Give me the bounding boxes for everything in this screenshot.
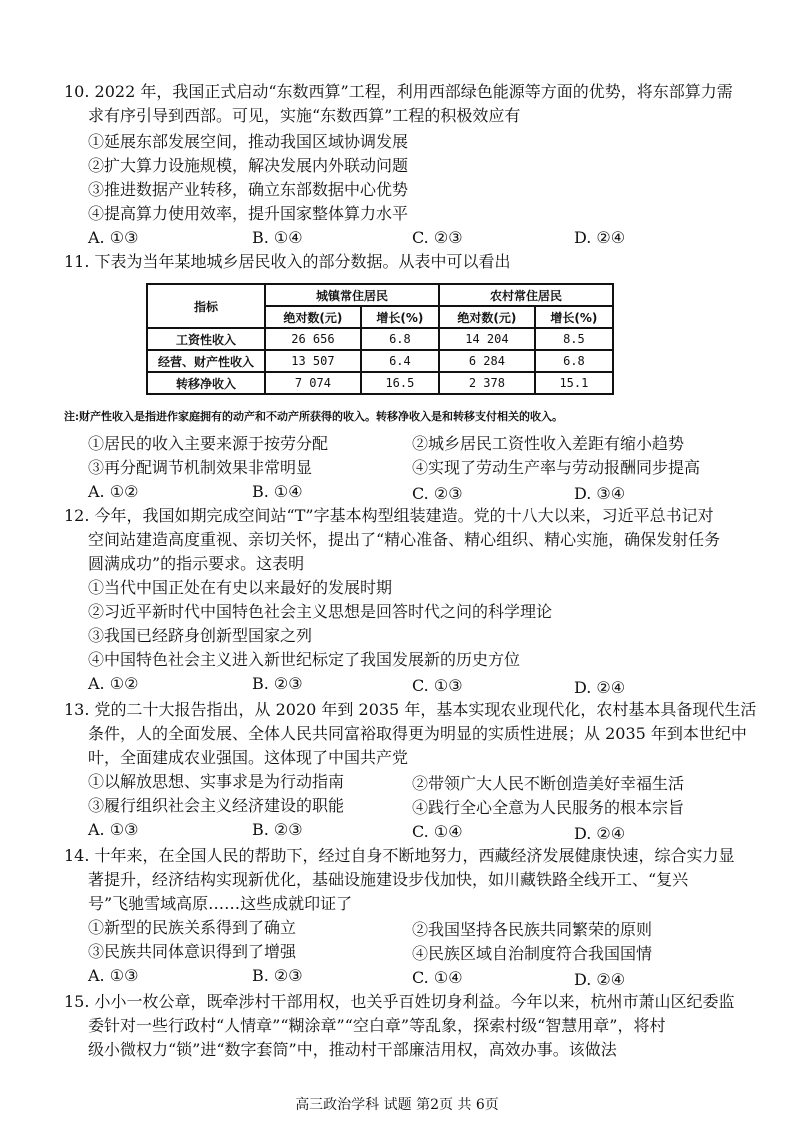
q10-option-3: ③推进数据产业转移，确立东部数据中心优势 — [88, 180, 409, 199]
q14-option-4: ④民族区域自治制度符合我国国情 — [412, 944, 653, 963]
q10-answer-c: C. ②③ — [412, 228, 463, 247]
q15-stem-line-2: 委针对一些行政村“人情章”“糊涂章”“空白章”等乱象，探索村级“智慧用章”，将村 — [88, 1016, 666, 1035]
table-cell: 6 284 — [439, 350, 535, 372]
q14-stem-line-3: 号”飞驰雪域高原……这些成就印证了 — [88, 894, 353, 913]
q10-option-2: ②扩大算力设施规模，解决发展内外联动问题 — [88, 156, 409, 175]
q13-option-1: ①以解放思想、实事求是为行动指南 — [88, 772, 345, 791]
q12-answer-b: B. ②③ — [252, 674, 303, 693]
table-sub-rural-abs: 绝对数(元) — [439, 306, 535, 328]
q14-option-1: ①新型的民族关系得到了确立 — [88, 918, 297, 937]
q15-stem-line-1: 15. 小小一枚公章，既牵涉村干部用权，也关乎百姓切身利益。今年以来，杭州市萧山区纪委监 — [64, 992, 735, 1011]
table-group-rural: 农村常住居民 — [439, 284, 613, 306]
q12-stem-line-1: 12. 今年，我国如期完成空间站“T”字基本构型组装建造。党的十八大以来，习近平总书记对 — [64, 506, 714, 525]
table-group-urban: 城镇常住居民 — [265, 284, 439, 306]
table-cell: 7 074 — [265, 372, 361, 394]
q11-option-2: ②城乡居民工资性收入差距有缩小趋势 — [412, 434, 685, 453]
table-row-label: 经营、财产性收入 — [147, 350, 265, 372]
q11-option-3: ③再分配调节机制效果非常明显 — [88, 458, 313, 477]
q12-stem-line-2: 空间站建造高度重视、亲切关怀，提出了“精心准备、精心组织、精心实施，确保发射任务 — [88, 530, 721, 549]
income-table — [146, 283, 614, 395]
table-sub-urban-abs: 绝对数(元) — [265, 306, 361, 328]
table-cell: 6.8 — [361, 328, 439, 350]
q12-option-1: ①当代中国正处在有史以来最好的发展时期 — [88, 578, 393, 597]
q11-option-4: ④实现了劳动生产率与劳动报酬同步提高 — [412, 458, 701, 477]
table-cell: 6.4 — [361, 350, 439, 372]
q13-option-4: ④践行全心全意为人民服务的根本宗旨 — [412, 798, 685, 817]
table-row-label: 转移净收入 — [147, 372, 265, 394]
table-sub-urban-growth: 增长(%) — [361, 306, 439, 328]
q14-answer-d: D. ②④ — [574, 970, 626, 989]
q11-answer-c: C. ②③ — [412, 484, 463, 503]
table-cell: 14 204 — [439, 328, 535, 350]
q12-answer-a: A. ①② — [88, 674, 139, 693]
q14-option-3: ③民族共同体意识得到了增强 — [88, 942, 297, 961]
table-cell: 13 507 — [265, 350, 361, 372]
q14-stem-line-2: 著提升，经济结构实现新优化，基础设施建设步伐加快，如川藏铁路全线开工、“复兴 — [88, 870, 689, 889]
table-cell: 8.5 — [535, 328, 613, 350]
q10-answer-d: D. ②④ — [574, 228, 626, 247]
table-row — [147, 350, 613, 372]
table-note: 注:财产性收入是指进作家庭拥有的动产和不动产所获得的收入。转移净收入是和转移支付相关的收入。 — [64, 410, 564, 423]
q14-answer-a: A. ①③ — [88, 966, 139, 985]
q13-answer-a: A. ①③ — [88, 820, 139, 839]
q12-option-2: ②习近平新时代中国特色社会主义思想是回答时代之问的科学理论 — [88, 602, 553, 621]
q13-stem-line-3: 叶，全面建成农业强国。这体现了中国共产党 — [88, 748, 409, 767]
table-row — [147, 328, 613, 350]
q12-stem-line-3: 圆满成功”的指示要求。这表明 — [88, 554, 305, 573]
q15-stem-line-3: 级小微权力“锁”进“数字套筒”中，推动村干部廉洁用权，高效办事。该做法 — [88, 1040, 617, 1059]
q10-answer-b: B. ①④ — [252, 228, 303, 247]
table-corner-header: 指标 — [147, 284, 265, 328]
table-row-label: 工资性收入 — [147, 328, 265, 350]
q14-stem-line-1: 14. 十年来，在全国人民的帮助下，经过自身不断地努力，西藏经济发展健康快速，综合实力显 — [64, 846, 735, 865]
table-row — [147, 372, 613, 394]
q11-answer-a: A. ①② — [88, 482, 139, 501]
q12-answer-d: D. ②④ — [574, 678, 626, 697]
table-cell: 15.1 — [535, 372, 613, 394]
q13-option-2: ②带领广大人民不断创造美好幸福生活 — [412, 774, 685, 793]
q12-option-3: ③我国已经跻身创新型国家之列 — [88, 626, 313, 645]
q14-option-2: ②我国坚持各民族共同繁荣的原则 — [412, 920, 653, 939]
q11-answer-b: B. ①④ — [252, 482, 303, 501]
table-cell: 2 378 — [439, 372, 535, 394]
q11-option-1: ①居民的收入主要来源于按劳分配 — [88, 434, 329, 453]
q14-answer-c: C. ①④ — [412, 968, 463, 987]
q13-answer-b: B. ②③ — [252, 820, 303, 839]
page-footer: 高三政治学科 试题 第2页 共 6页 — [295, 1097, 499, 1113]
table-cell: 26 656 — [265, 328, 361, 350]
q10-stem-line-1: 10. 2022 年，我国正式启动“东数西算”工程，利用西部绿色能源等方面的优势，将东部算力需 — [64, 82, 733, 101]
q10-answer-a: A. ①③ — [88, 228, 139, 247]
q12-option-4: ④中国特色社会主义进入新世纪标定了我国发展新的历史方位 — [88, 650, 521, 669]
table-cell: 6.8 — [535, 350, 613, 372]
q13-answer-c: C. ①④ — [412, 822, 463, 841]
table-sub-rural-growth: 增长(%) — [535, 306, 613, 328]
q14-answer-b: B. ②③ — [252, 966, 303, 985]
table-cell: 16.5 — [361, 372, 439, 394]
q13-option-3: ③履行组织社会主义经济建设的职能 — [88, 796, 345, 815]
q13-answer-d: D. ②④ — [574, 824, 626, 843]
q13-stem-line-1: 13. 党的二十大报告指出，从 2020 年到 2035 年，基本实现农业现代化，农村基本具备现代生活 — [64, 700, 757, 719]
q12-answer-c: C. ①③ — [412, 676, 463, 695]
q10-option-1: ①延展东部发展空间，推动我国区域协调发展 — [88, 132, 409, 151]
q13-stem-line-2: 条件，人的全面发展、全体人民共同富裕取得更为明显的实质性进展；从 2035 年到本世纪中 — [88, 724, 747, 743]
q11-stem-line-1: 11. 下表为当年某地城乡居民收入的部分数据。从表中可以看出 — [64, 252, 511, 271]
q10-stem-line-2: 求有序引导到西部。可见，实施“东数西算”工程的积极效应有 — [88, 106, 521, 125]
q10-option-4: ④提高算力使用效率，提升国家整体算力水平 — [88, 204, 409, 223]
q11-answer-d: D. ③④ — [574, 484, 626, 503]
